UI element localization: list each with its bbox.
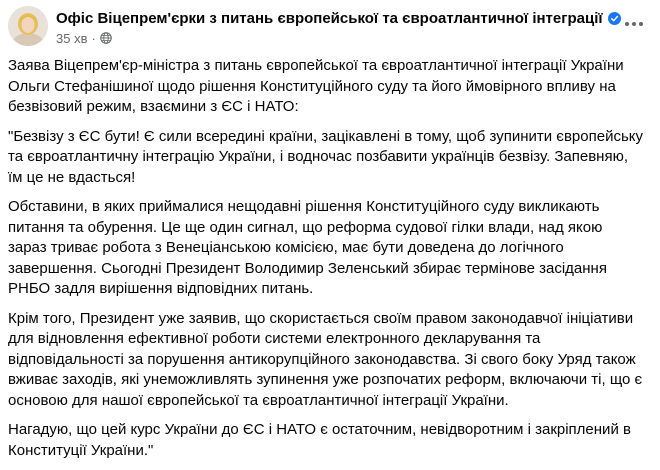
person-photo-icon [8,6,48,46]
post-header [8,6,652,50]
more-options-icon [625,22,629,26]
post-text [8,56,644,470]
author-row [56,8,621,28]
post-paragraph: Заява Віцепрем'єр-міністра з питань європейської та євроатлантичної інтеграції України Ольги Стефанішиної щодо рішення Конституційного суду та його ймовірного впливу на безвізовий режим, взаємини з ЄС і НАТО: [8,57,624,115]
post-paragraph: Крім того, Президент уже заявив, що скористається своїм правом законодавчої ініціативи для відновлення ефективної роботи системи електронного декларування та відповідальності за порушення антикорупційного законодавства. Зі свого боку Уряд також вживає заходів, які унеможливлять зупинення уже розпочатих реформ, включаючи ті, що є основою для нашої європейської та євроатлантичної інтеграції України. [8,309,643,409]
more-options-button[interactable] [616,10,652,38]
avatar[interactable] [8,6,48,46]
post-paragraph: Нагадую, що цей курс України до ЄС і НАТО є остаточним, невідворотним і закріплений в Конституції України." [8,421,631,459]
post-paragraph: "Безвізу з ЄС бути! Є сили всередині країни, зацікавлені в тому, щоб зупинити європейську та євроатлантичну інтеграцію України, і водночас позбавити українців безвізу. Запевняю, їм це не вдасться! [8,127,643,186]
post-timestamp[interactable]: 35 хв [56,30,88,46]
globe-icon[interactable] [100,32,112,44]
more-options-icon [632,22,636,26]
author-name[interactable]: Офіс Віцепрем'єрки з питань європейської та євроатлантичної інтеграції [56,9,603,27]
meta-separator: · [91,30,96,46]
post-paragraph: Обставини, в яких приймалися нещодавні рішення Конституційного суду викликають питання та обурення. Це ще один сигнал, що реформа судової гілки влади, над якою зараз триває робота з Венеціанською комісією, має бути доведена до логічного завершення. Сьогодні Президент Володимир Зеленський збирає термінове засідання РНБО задля вирішення відповідних питань. [8,198,607,297]
post-meta [56,30,112,46]
more-options-icon [639,22,643,26]
